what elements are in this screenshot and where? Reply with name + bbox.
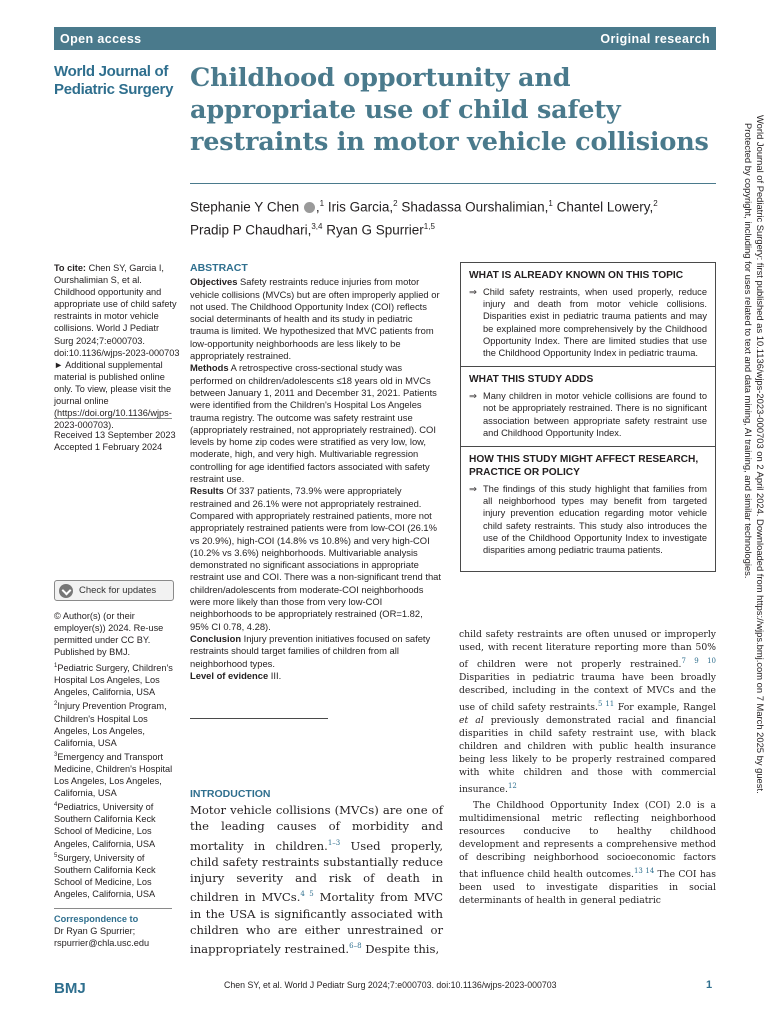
journal-name [54, 63, 182, 99]
evidence-text: III. [270, 669, 282, 681]
intro-text: Mortality from MVC in the USA is significantly associated with children who are either unrestrained or inappropriately restrained. [190, 890, 443, 956]
intro-text: Motor vehicle collisions (MVCs) are one of the leading causes of morbidity and mortality in children. [190, 803, 443, 853]
intro-text: The Childhood Opportunity Index (COI) 2.0 is a multidimensional metric reflecting neighborhood resources conducive to healthy childhood development and represents a comprehensive method of describing neighborhood socioeconomic factors that influence child health outcomes. [459, 800, 716, 881]
copyright-text: © Author(s) (or their employer(s)) 2024. Re-use permitted under CC BY. Published by BMJ. [54, 611, 164, 658]
sidebar-divider [54, 418, 172, 419]
author-name[interactable]: Stephanie Y Chen [190, 199, 300, 215]
key-messages-box [460, 262, 716, 572]
intro-text: child safety restraints are often unused or improperly used, with recent literature reporting more than 50% of children were not properly restrained. [459, 629, 716, 671]
adds-text: Many children in motor vehicle collisions are found to not be appropriately restrained. There is no significant association between appropriate safety restraint use and Childhood Opportunity Index. [483, 391, 707, 438]
author-name[interactable]: Ryan G Spurrier [326, 222, 424, 237]
adds-heading: WHAT THIS STUDY ADDS [469, 374, 594, 386]
check-for-updates-button[interactable] [54, 580, 174, 601]
copyright-block [54, 610, 180, 658]
vertical-copyright-note [738, 115, 770, 895]
bmj-logo: BMJ [54, 980, 86, 997]
abstract-heading: ABSTRACT [190, 262, 248, 274]
article-type-label: Original research [600, 31, 710, 46]
abstract [190, 262, 442, 682]
affiliation-3: Emergency and Transport Medicine, Children's Hospital Los Angeles, Los Angeles, California, USA [54, 751, 173, 799]
evidence-label: Level of evidence [190, 669, 269, 681]
author-name[interactable]: Iris Garcia, [327, 199, 394, 215]
conclusion-text: Injury prevention initiatives focused on safety restraints should target families of children from all neighborhood types. [190, 632, 431, 669]
known-heading: WHAT IS ALREADY KNOWN ON THIS TOPIC [469, 270, 684, 281]
reference-link[interactable]: 6–8 [349, 942, 362, 951]
intro-paragraph-col2 [459, 629, 716, 908]
intro-text: For example, Rangel [614, 702, 716, 714]
intro-text: The COI has been used to investigate disparities in social determinants of health in general pediatric [459, 869, 716, 907]
orcid-icon[interactable] [304, 202, 315, 213]
reference-link[interactable]: 7 9 10 [681, 656, 716, 665]
author-affiliation-ref: 3,4 [311, 221, 323, 231]
box-divider [461, 446, 715, 447]
author-affiliation-ref: 1,5 [423, 221, 435, 231]
intro-text: et al [459, 715, 484, 727]
page-number: 1 [706, 979, 713, 991]
reference-link[interactable]: 5 11 [597, 700, 615, 708]
impact-heading: HOW THIS STUDY MIGHT AFFECT RESEARCH, PRACTICE OR POLICY [469, 454, 699, 479]
author-affiliation-ref: 2 [393, 199, 398, 208]
author-name[interactable]: Shadassa Ourshalimian, [401, 199, 549, 215]
citation-block [54, 262, 180, 431]
author-name[interactable]: Pradip P Chaudhari, [190, 222, 312, 237]
author-affiliation-ref: 2 [653, 199, 658, 208]
reference-link[interactable]: 12 [507, 781, 517, 790]
arrow-icon: ⇒ [469, 287, 477, 297]
affiliation-5: Surgery, University of Southern California Keck School of Medicine, Los Angeles, California, USA [54, 852, 156, 899]
vertical-note-line2: Protected by copyright, including for uses related to text and data mining, AI training, and similar technologies. [743, 123, 754, 579]
reference-link[interactable]: 13 14 [633, 866, 655, 875]
cite-label: To cite: [54, 263, 86, 273]
affiliation-4: Pediatrics, University of Southern California Keck School of Medicine, Los Angeles, California, USA [54, 802, 156, 849]
correspondence-heading: Correspondence to [54, 914, 139, 924]
reference-link[interactable]: 1–3 [327, 838, 341, 847]
author-list: Stephanie Y Chen ,$^1$ Iris Garcia,$^2$ Shadassa Ourshalimian,$^1$ Chantel Lowery,$^2$ Pradip P Chaudhari,$^{3,4}$ Ryan G Spurrier$^{1,5}$ [190, 199, 658, 237]
methods-text: A retrospective cross-sectional study was performed on children/adolescents ≤18 years old in MVCs between January 1, 2011 and December 31, 2021. Patients were identified from the Children's Hospital Los Angeles trauma registry. The outcome was safety restraint use (appropriately restrained, not appropriately restrained). COI levels by home zip codes were stratified as very low, low, moderate, high, and very high. Multivariable regression controlling for age identified factors associated with safety restraint use. [190, 362, 437, 485]
known-text: Child safety restraints, when used properly, reduce injury and death from motor vehicle collisions. Disparities exist in pediatric trauma patients and may be explained more comprehensively by the Childhood Opportunity Index. There are limited studies that use the Childhood Opportunity Index in pediatric trauma. [483, 287, 707, 359]
arrow-icon: ⇒ [469, 484, 477, 495]
correspondence-block [54, 913, 180, 949]
intro-text: previously demonstrated racial and financial disparities in child safety restraint use, with black children and children with public health insurance being less likely to be properly restrained compared with white children and those with commercial insurance. [459, 715, 716, 796]
conclusion-label: Conclusion [190, 632, 242, 644]
sidebar-divider [54, 908, 172, 909]
affiliation-1: Pediatric Surgery, Children's Hospital Los Angeles, Los Angeles, California, USA [54, 663, 173, 698]
header-bar [54, 27, 716, 50]
intro-text: Despite this, [361, 941, 440, 956]
box-divider [461, 366, 715, 367]
article-title: Childhood opportunity and appropriate use of child safety restraints in motor vehicle collisions [190, 63, 709, 157]
introduction-heading: INTRODUCTION [190, 788, 271, 800]
received-date: Received 13 September 2023 [54, 430, 176, 440]
abstract-end-rule [190, 718, 328, 719]
reference-link[interactable]: 4 5 [300, 890, 314, 899]
arrow-icon: ⇒ [469, 391, 477, 402]
author-affiliation-ref: 1 [319, 199, 325, 208]
footer-citation: Chen SY, et al. World J Pediatr Surg 2024;7:e000703. doi:10.1136/wjps-2023-000703 [224, 980, 557, 990]
intro-text: Disparities in pediatric trauma have been broadly described, including in the context of MVCs and the use of child safety restraints. [459, 672, 716, 714]
affiliation-2: Injury Prevention Program, Children's Hospital Los Angeles, Los Angeles, California, USA [54, 701, 167, 748]
open-access-label: Open access [60, 31, 142, 46]
intro-paragraph-col1 [190, 802, 443, 957]
journal-name-line1: World Journal of [54, 63, 169, 80]
impact-text: The findings of this study highlight that families from all neighborhood types may benefit from targeted injury prevention education regarding motor vehicle child safety restraints. This study also introduces the use of the Childhood Opportunity Index to investigate disparities among pediatric trauma patients. [483, 484, 707, 556]
accepted-date: Accepted 1 February 2024 [54, 442, 163, 453]
intro-text: Used properly, child safety restraints substantially reduce injury severity and risk of death in children in MVCs. [190, 838, 443, 905]
dates-block [54, 429, 180, 453]
methods-label: Methods [190, 362, 229, 374]
objectives-label: Objectives [190, 276, 238, 288]
title-divider [190, 183, 716, 184]
results-label: Results [190, 485, 224, 497]
affiliations-block: $^1$Pediatric Surgery, Children's Hospital Los Angeles, Los Angeles, California, USA $^2$Injury Prevention Program, Children's Hospital Los Angeles, Los Angeles, California, USA $^3$Emergency and Transport Medicine, Children's Hospital Los Angeles, Los Angeles, California, USA $^4$Pediatrics, University of Southern California Keck School of Medicine, Los Angeles, California, USA $^5$Surgery, University of Southern California Keck School of Medicine, Los Angeles, California, USA [54, 663, 173, 899]
vertical-note-line1[interactable]: World Journal of Pediatric Surgery: first published as 10.1136/wjps-2023-000703 on 2 April 2024. Downloaded from https://wjps.bmj.com on 7 March 2025 by guest. [755, 115, 766, 794]
check-icon [59, 584, 73, 598]
results-text: Of 337 patients, 73.9% were appropriately restrained and 26.1% were not appropriately restrained. Compared with appropriately restrained patients, more not appropriately restrained patients were from low-COI (26.1% vs 20.9%), high-COI (14.8% vs 10.8%) and very high-COI (10.2% vs 3.6%) neighborhoods. Multivariable analysis demonstrated no significant associations in appropriate restraint use and COI. There was a non-significant trend that children/adolescents from moderate-COI neighborhoods were more likely than those from very low-COI neighborhoods to be appropriately restrained (OR=1.82, 95% CI 0.78, 4.28). [190, 485, 442, 632]
journal-name-line2: Pediatric Surgery [54, 81, 174, 98]
correspondence-text[interactable]: Dr Ryan G Spurrier; rspurrier@chla.usc.edu [54, 926, 150, 949]
supplemental-note[interactable]: ► Additional supplemental material is published online only. To view, please visit the journal online (https://doi.org/10.1136/wjps-2023-000703). [54, 359, 172, 431]
cite-text: Chen SY, Garcia I, Ourshalimian S, et al. Childhood opportunity and appropriate use of child safety restraints in motor vehicle collisions. World J Pediatr Surg 2024;7:e000703. doi:10.1136/wjps-2023-000703 [54, 263, 180, 358]
author-name[interactable]: Chantel Lowery, [556, 199, 654, 215]
check-updates-label: Check for updates [79, 585, 157, 596]
objectives-text: Safety restraints reduce injuries from motor vehicle collisions (MVCs) but are often improperly applied or not used. The Childhood Opportunity Index (COI) reflects social determinants of health and its study in pediatric trauma is limited. We hypothesized that MVC patients from low-opportunity neighborhoods are less likely to be appropriately restrained. [190, 276, 440, 362]
author-affiliation-ref: 1 [548, 199, 553, 208]
vertical-note-text [742, 115, 766, 794]
